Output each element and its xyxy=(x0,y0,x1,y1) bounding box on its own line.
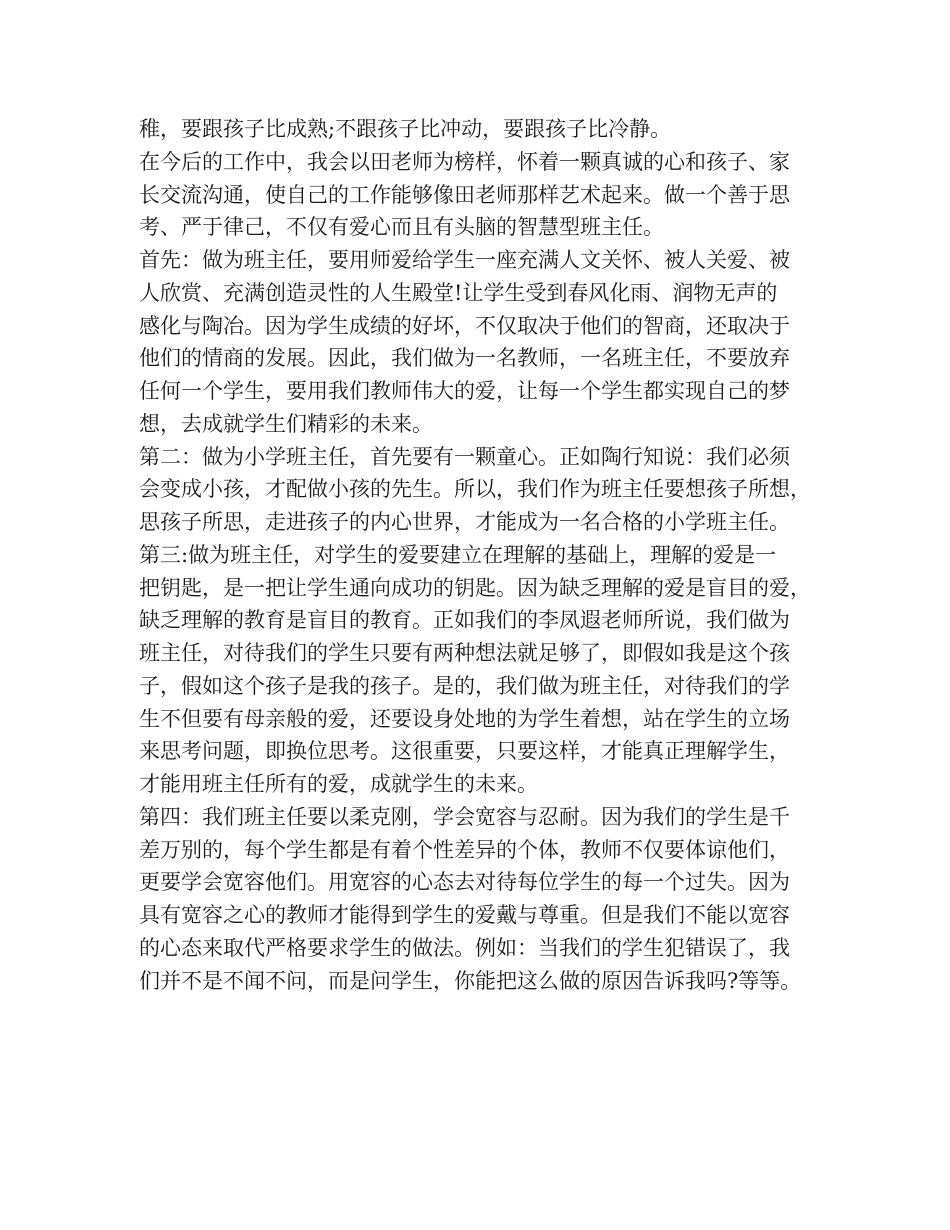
document-text xyxy=(139,113,839,997)
text-line: 首先：做为班主任，要用师爱给学生一座充满人文关怀、被人关爱、被 xyxy=(139,248,790,272)
text-line: 考、严于律己，不仅有爱心而且有头脑的智慧型班主任。 xyxy=(139,215,664,240)
text-line: 们并不是不闻不问，而是问学生，你能把这么做的原因告诉我吗?等等。 xyxy=(139,968,802,993)
text-line: 想，去成就学生们精彩的未来。 xyxy=(139,411,433,436)
text-line: 生不但要有母亲般的爱，还要设身处地的为学生着想，站在学生的立场 xyxy=(139,706,790,731)
text-line: 把钥匙，是一把让学生通向成功的钥匙。因为缺乏理解的爱是盲目的爱， xyxy=(139,575,811,600)
text-line: 第三:做为班主任，对学生的爱要建立在理解的基础上，理解的爱是一 xyxy=(139,542,777,567)
text-line: 长交流沟通，使自己的工作能够像田老师那样艺术起来。做一个善于思 xyxy=(139,182,790,207)
text-line: 缺乏理解的教育是盲目的教育。正如我们的李凤遐老师所说，我们做为 xyxy=(139,608,790,633)
text-line: 才能用班主任所有的爱，成就学生的未来。 xyxy=(139,772,538,796)
text-line: 更要学会宽容他们。用宽容的心态去对待每位学生的每一个过失。因为 xyxy=(139,870,790,895)
text-line: 会变成小孩，才配做小孩的先生。所以，我们作为班主任要想孩子所想， xyxy=(139,477,811,502)
text-line: 他们的情商的发展。因此，我们做为一名教师，一名班主任，不要放弃 xyxy=(139,346,790,371)
text-line: 的心态来取代严格要求学生的做法。例如：当我们的学生犯错误了，我 xyxy=(139,935,790,960)
text-line: 第二：做为小学班主任，首先要有一颗童心。正如陶行知说：我们必须 xyxy=(139,444,790,469)
text-line: 差万别的，每个学生都是有着个性差异的个体，教师不仅要体谅他们， xyxy=(139,837,790,862)
text-line: 第四：我们班主任要以柔克刚，学会宽容与忍耐。因为我们的学生是千 xyxy=(139,804,790,829)
text-line: 任何一个学生，要用我们教师伟大的爱，让每一个学生都实现自己的梦 xyxy=(139,379,790,403)
text-line: 思孩子所思，走进孩子的内心世界，才能成为一名合格的小学班主任。 xyxy=(139,510,790,534)
text-line: 在今后的工作中，我会以田老师为榜样，怀着一颗真诚的心和孩子、家 xyxy=(139,149,790,174)
text-line: 子，假如这个孩子是我的孩子。是的，我们做为班主任，对待我们的学 xyxy=(139,673,790,698)
text-line: 稚，要跟孩子比成熟;不跟孩子比冲动，要跟孩子比冷静。 xyxy=(139,117,672,141)
text-line: 具有宽容之心的教师才能得到学生的爱戴与尊重。但是我们不能以宽容 xyxy=(139,903,790,927)
text-line: 感化与陶冶。因为学生成绩的好坏，不仅取决于他们的智商，还取决于 xyxy=(139,313,790,338)
text-line: 人欣赏、充满创造灵性的人生殿堂!让学生受到春风化雨、润物无声的 xyxy=(139,280,778,305)
text-line: 班主任，对待我们的学生只要有两种想法就足够了，即假如我是这个孩 xyxy=(139,641,790,665)
text-line: 来思考问题，即换位思考。这很重要，只要这样，才能真正理解学生， xyxy=(139,739,790,764)
